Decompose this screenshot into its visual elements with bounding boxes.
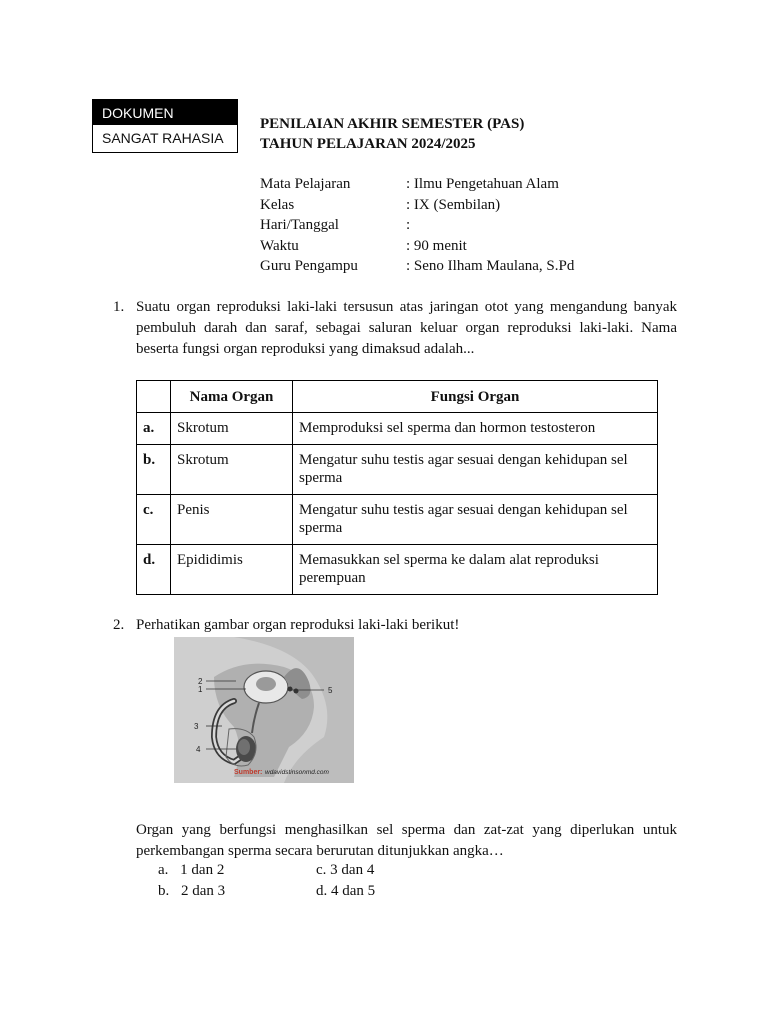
info-label: Mata Pelajaran	[260, 176, 351, 192]
info-value: : 90 menit	[406, 237, 467, 254]
table-row	[137, 413, 658, 445]
organ-name: Epididimis	[171, 545, 293, 595]
info-value: :	[406, 217, 411, 233]
option-a[interactable]	[158, 860, 224, 880]
info-label: Hari/Tanggal	[260, 217, 339, 233]
figure-source-label: Sumber:	[234, 769, 263, 776]
figure-label-4: 4	[196, 745, 201, 754]
option-text: 2 dan 3	[181, 883, 226, 899]
exam-title-line-2: TAHUN PELAJARAN 2024/2025	[260, 136, 476, 152]
info-label: Guru Pengampu	[260, 258, 358, 274]
stamp-label-secret: SANGAT RAHASIA	[92, 125, 238, 153]
confidential-stamp	[92, 99, 238, 153]
stamp-label-document: DOKUMEN	[92, 99, 238, 125]
figure-source-site: wdavidstinsonmd.com	[265, 769, 329, 776]
exam-title-line-1: PENILAIAN AKHIR SEMESTER (PAS)	[260, 116, 525, 132]
info-label: Kelas	[260, 196, 295, 213]
option-letter: a.	[137, 413, 171, 445]
exam-title	[260, 114, 524, 154]
question-text: Suatu organ reproduksi laki-laki tersusun atas jaringan otot yang mengandung banyak pembuluh darah dan saraf, sebagai saluran keluar organ reproduksi laki-laki. Nama beserta fungsi organ reproduksi yang dimaksud adalah...	[136, 299, 677, 357]
option-letter: a.	[158, 862, 169, 878]
anatomy-illustration	[174, 637, 354, 783]
table-header-row	[137, 381, 658, 413]
organ-name: Skrotum	[171, 413, 293, 445]
option-d[interactable]	[316, 881, 375, 901]
organ-name: Penis	[171, 495, 293, 545]
option-c[interactable]	[316, 860, 374, 880]
question-text: Perhatikan gambar organ reproduksi laki-laki berikut!	[136, 617, 460, 633]
organ-name: Skrotum	[171, 445, 293, 495]
option-letter: c.	[137, 495, 171, 545]
question-number: 1.	[113, 299, 125, 315]
table-header-function: Fungsi Organ	[293, 381, 658, 413]
question-1	[113, 297, 677, 360]
figure-label-3: 3	[194, 722, 199, 731]
table-header-organ: Nama Organ	[171, 381, 293, 413]
option-text: c. 3 dan 4	[316, 862, 375, 878]
organ-function: Mengatur suhu testis agar sesuai dengan kehidupan sel sperma	[293, 495, 658, 545]
question-2-prompt: Organ yang berfungsi menghasilkan sel sperma dan zat-zat yang diperlukan untuk perkembangan sperma secara berurutan ditunjukkan angka…	[136, 822, 677, 859]
figure-label-5: 5	[328, 686, 333, 695]
table-row	[137, 495, 658, 545]
organ-function: Mengatur suhu testis agar sesuai dengan kehidupan sel sperma	[293, 445, 658, 495]
organ-function: Memasukkan sel sperma ke dalam alat reproduksi perempuan	[293, 545, 658, 595]
figure-label-1: 1	[198, 685, 203, 694]
reproductive-organ-figure	[174, 637, 354, 783]
option-b[interactable]	[158, 881, 225, 901]
organ-function: Memproduksi sel sperma dan hormon testosteron	[293, 413, 658, 445]
figure-label-2: 2	[198, 677, 203, 686]
option-letter: b.	[158, 883, 170, 899]
option-letter: b.	[137, 445, 171, 495]
option-text: d. 4 dan 5	[316, 883, 376, 899]
question-2	[113, 615, 677, 636]
table-row	[137, 445, 658, 495]
answer-table	[136, 380, 658, 595]
info-label: Waktu	[260, 237, 299, 254]
table-header-letter	[137, 381, 171, 413]
option-letter: d.	[137, 545, 171, 595]
question-number: 2.	[113, 617, 125, 633]
info-value: : IX (Sembilan)	[406, 196, 501, 213]
info-value: : Ilmu Pengetahuan Alam	[406, 176, 559, 192]
info-value: : Seno Ilham Maulana, S.Pd	[406, 258, 575, 274]
table-row	[137, 545, 658, 595]
option-text: 1 dan 2	[180, 862, 225, 878]
